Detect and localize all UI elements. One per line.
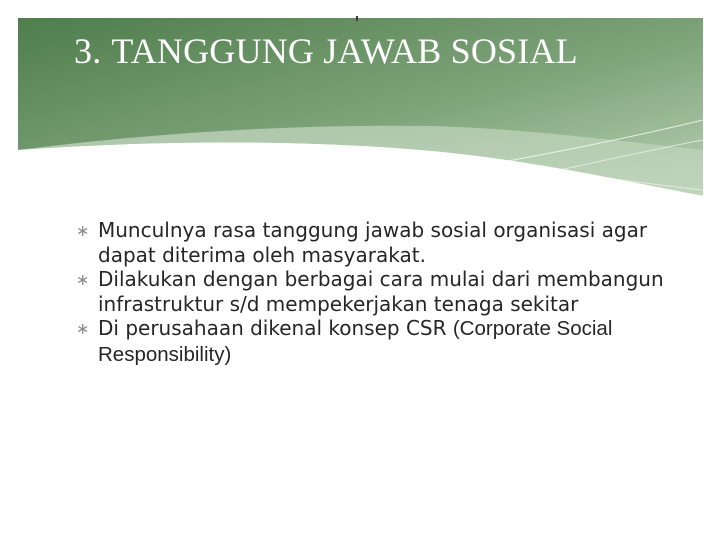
bullet-star-icon: ∗ [76, 270, 90, 289]
slide-title-number: 3. [74, 31, 102, 71]
slide-title-text: TANGGUNG JAWAB SOSIAL [111, 31, 578, 71]
title-mark [356, 16, 358, 21]
bullet-item [76, 316, 676, 367]
slide-title [74, 30, 578, 72]
bullet-list [76, 218, 676, 367]
bullet-item [76, 218, 676, 267]
bullet-star-icon: ∗ [76, 319, 90, 338]
bullet-star-icon: ∗ [76, 221, 90, 240]
bullet-text: Dilakukan dengan berbagai cara mulai dari membangun infrastruktur s/d mempekerjakan tenaga sekitar [98, 267, 664, 316]
bullet-text-csr: (Corporate Social Responsibility) [98, 317, 613, 366]
bullet-text: Munculnya rasa tanggung jawab sosial organisasi agar dapat diterima oleh masyarakat. [98, 218, 648, 267]
bullet-text: Di perusahaan dikenal konsep CSR [98, 316, 453, 340]
bullet-item [76, 267, 676, 316]
